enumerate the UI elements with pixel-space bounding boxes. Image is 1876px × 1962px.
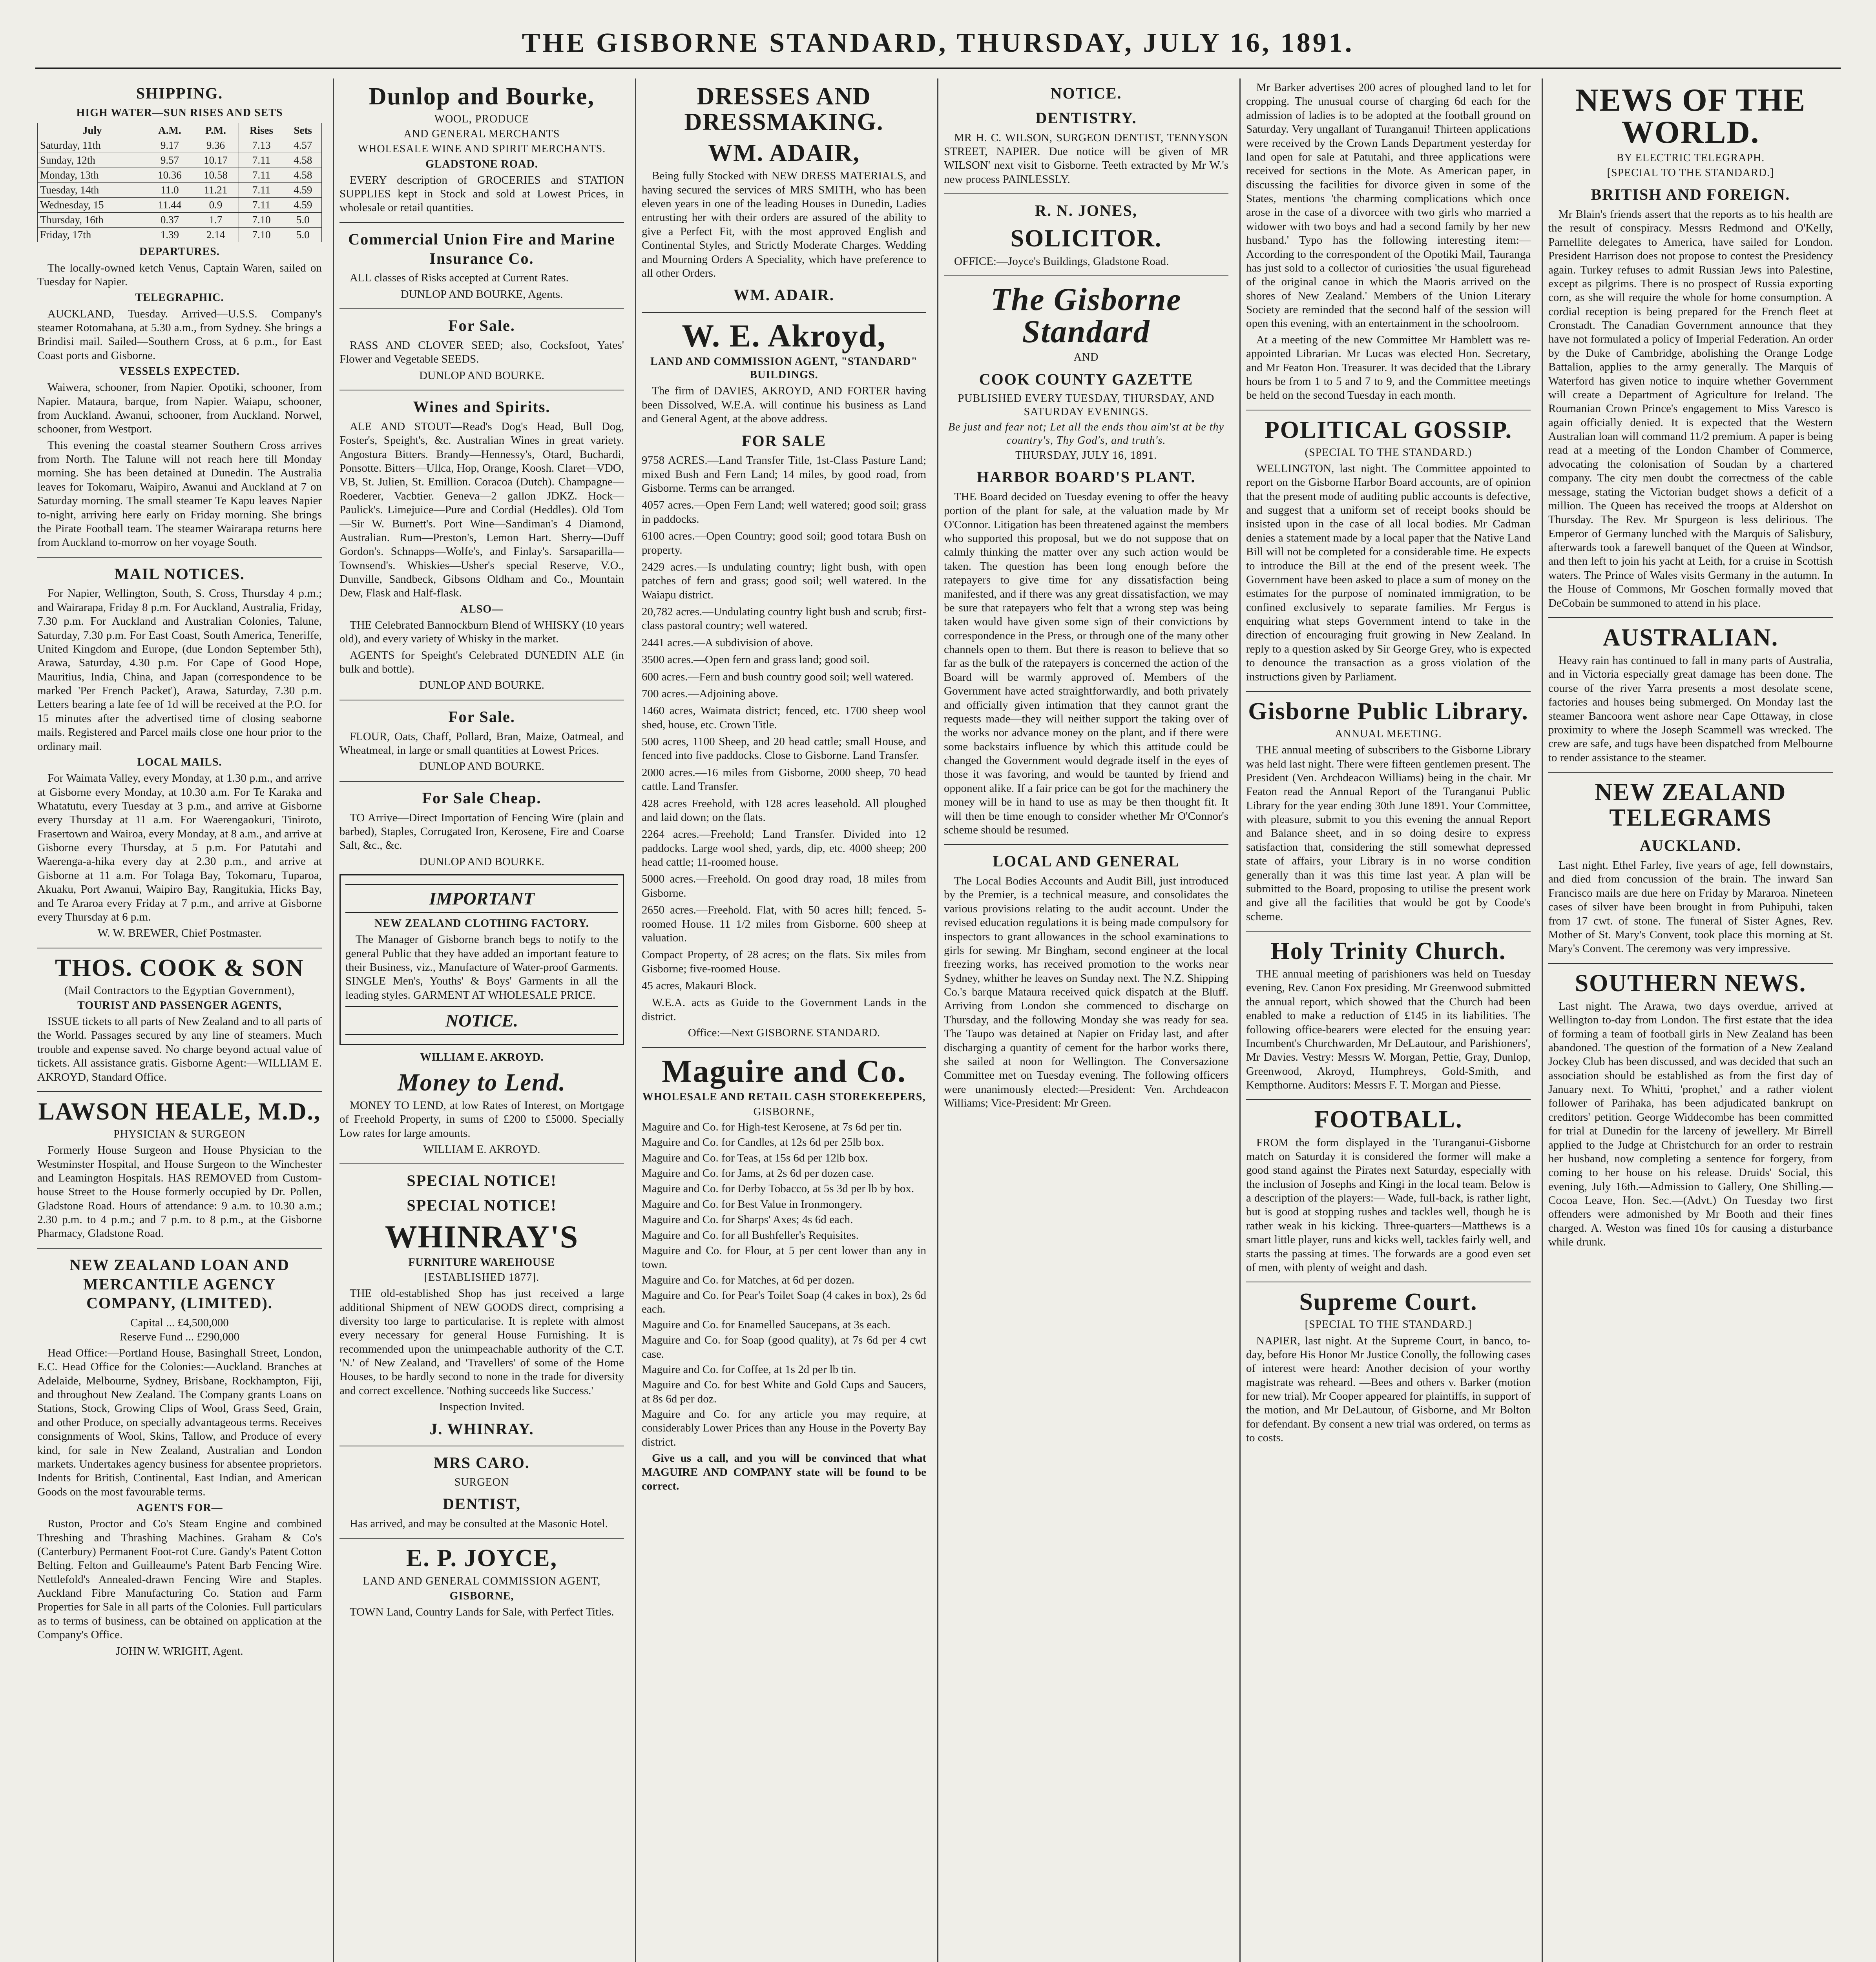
tide-cell: 4.59 — [284, 197, 322, 212]
tide-cell: 4.57 — [284, 138, 322, 153]
maguire-item: Maguire and Co. for Candles, at 12s 6d per 25lb box. — [642, 1136, 884, 1149]
tide-column-header: Sets — [284, 123, 322, 138]
whisky-text: THE Celebrated Bannockburn Blend of WHISKY (10 years old), and every variety of Whisky in the market. — [339, 618, 624, 645]
land-list — [642, 454, 926, 993]
land-item: 700 acres.—Adjoining above. — [642, 687, 778, 700]
trinity-text: THE annual meeting of parishioners was held on Tuesday evening, Rev. Canon Fox presiding. Mr Greenwood submitted the annual report, which showed that the Church had been enabled to make a reduction of £145 in its liabilities. The following office-bearers were elected for the ensuing year: Incumbent's Churchwarden, Mr DeLautour, and Parishioners', Mr Davies. Vestry: Messrs W. Morgan, Pettie, Gray, Dunlop, Greenwood, Akroyd, Humphreys, Gold-Smith, and Kempthorne. Auditors: Messrs F. T. Morgan and Piesse. — [1246, 968, 1531, 1092]
tide-cell: 1.7 — [193, 212, 239, 227]
divider — [37, 557, 322, 558]
divider — [339, 308, 624, 309]
cook-heading: THOS. COOK & SON — [55, 954, 304, 981]
joyce-address: GISBORNE, — [449, 1590, 514, 1602]
maguire-heading: Maguire and Co. — [661, 1053, 907, 1089]
dentistry-heading: DENTISTRY. — [1035, 109, 1137, 127]
column-5 — [1246, 78, 1531, 1962]
masthead: THE GISBORNE STANDARD, THURSDAY, JULY 16, 1891. — [35, 20, 1841, 69]
library-heading: Gisborne Public Library. — [1248, 698, 1529, 725]
maguire-sub: WHOLESALE AND RETAIL CASH STOREKEEPERS, — [642, 1090, 926, 1103]
dunlop-signature: DUNLOP AND BOURKE. — [419, 369, 544, 382]
departures-text: The locally-owned ketch Venus, Captain Waren, sailed on Tuesday for Napier. — [37, 261, 322, 288]
joyce-heading: E. P. JOYCE, — [406, 1545, 558, 1572]
lawson-heading: LAWSON HEALE, M.D., — [38, 1098, 321, 1125]
cook-agents: TOURIST AND PASSENGER AGENTS, — [77, 999, 282, 1012]
caro-text: Has arrived, and may be consulted at the Masonic Hotel. — [350, 1517, 608, 1530]
paper-name: The Gisborne Standard — [991, 281, 1182, 350]
land-item: 45 acres, Makauri Block. — [642, 979, 757, 992]
divider — [1548, 772, 1833, 773]
political-heading: POLITICAL GOSSIP. — [1264, 416, 1513, 443]
nztel-sub: AUCKLAND. — [1639, 837, 1742, 855]
maguire-item: Maguire and Co. for all Bushfeller's Requisites. — [642, 1229, 859, 1242]
australian-text: Heavy rain has continued to fall in many parts of Australia, and in Victoria especially great damage has been done. The course of the river Yarra presents a most desolate scene, factories and houses being submerged. On Monday last the steamer Bancoora went ashore near Cape Ottaway, in close proximity to where the Joseph Scammell was wrecked. The crew are safe, and tugs have been dispatched from Melbourne to render assistance to the steamer. — [1548, 654, 1833, 764]
forsale-text: RASS AND CLOVER SEED; also, Cocksfoot, Yates' Flower and Vegetable SEEDS. — [339, 339, 624, 366]
land-item: 4057 acres.—Open Fern Land; well watered; good soil; grass in paddocks. — [642, 499, 926, 525]
tide-cell: 7.11 — [239, 197, 284, 212]
jones-text: OFFICE:—Joyce's Buildings, Gladstone Road. — [954, 255, 1169, 268]
football-text: FROM the form displayed in the Turanganui-Gisborne match on Saturday it is considered the former will make a good stand against the Pirates next Saturday, especially with the inclusion of Josephs and Kingi in the local team. Below is a description of the players:— Wade, full-back, is rather light, but is good at stopping rushes and tackles well, though he is rather weak in his kicking. Three-quarters—Matthews is a smart little player, runs and kicks well, tackles fairly well, and starts the passing at times. The forwards are a good even set of men, with plenty of weight and dash. — [1246, 1136, 1531, 1274]
harbour-heading: HARBOR BOARD'S PLANT. — [976, 468, 1196, 486]
akroyd-office: Office:—Next GISBORNE STANDARD. — [688, 1027, 880, 1039]
notice-heading: NOTICE. — [1050, 84, 1122, 102]
tide-cell: 7.10 — [239, 227, 284, 242]
southern-text: Last night. The Arawa, two days overdue, arrived at Wellington to-day from London. The first estate that the idea of forming a team of football girls in New Zealand has been abandoned. The question of the formation of a New Zealand Jockey Club has been discussed, and was decided that such an association should be established as from the first day of January next. To Whitti, 'prophet,' and a rather violent follower of Parihaka, has been adjudicated bankrupt on creditors' petition. George Widdecombe has been committed for trial at Dunedin for the larceny of jewellery. Mr Birrell applied to the Judge at Christchurch for an order to restrain her husband, now completing a sentence for forgery, from coming to her house on his release. Druids' Social, this evening, July 16th.—Admission to Gallery, One Shilling.—Cocoa Leave, Hon. Sec.—(Advt.) On Tuesday two first offenders were admonished by Mr Booth and their fines charged. A. Weston was fined 10s for causing a disturbance while drunk. — [1548, 999, 1833, 1249]
tide-table — [37, 123, 322, 243]
commercial-heading: Commercial Union Fire and Marine Insurance Co. — [348, 230, 615, 267]
maguire-item: Maguire and Co. for Jams, at 2s 6d per dozen case. — [642, 1167, 874, 1180]
departures-heading: DEPARTURES. — [139, 246, 220, 258]
vessels-heading: VESSELS EXPECTED. — [119, 365, 240, 378]
paper-date: THURSDAY, JULY 16, 1891. — [1015, 449, 1157, 461]
column-1 — [37, 78, 322, 1962]
divider — [339, 1538, 624, 1539]
special-notice: SPECIAL NOTICE! — [407, 1196, 557, 1214]
dunlop-sub1: WOOL, PRODUCE — [434, 113, 529, 126]
divider — [944, 844, 1228, 845]
tide-cell: 10.36 — [147, 168, 193, 182]
lawson-subheading: PHYSICIAN & SURGEON — [113, 1128, 246, 1140]
important-banner: IMPORTANT — [345, 884, 618, 913]
commercial-text: ALL classes of Risks accepted at Current Rates. — [350, 272, 569, 284]
paper-gazette: COOK COUNTY GAZETTE — [979, 370, 1193, 388]
news-heading: NEWS OF THE WORLD. — [1575, 82, 1806, 150]
column-2 — [339, 78, 624, 1962]
nzloan-heading: NEW ZEALAND LOAN AND MERCANTILE AGENCY COMPANY, (LIMITED). — [69, 1256, 290, 1312]
forsale-heading: For Sale. — [448, 317, 515, 335]
money-heading: Money to Lend. — [397, 1069, 566, 1096]
maguire-foot: Give us a call, and you will be convinced that what MAGUIRE AND COMPANY state will be found to be correct. — [642, 1452, 926, 1492]
whinray-sub: FURNITURE WAREHOUSE — [408, 1256, 555, 1269]
southern-heading: SOUTHERN NEWS. — [1575, 970, 1807, 997]
tide-cell: 2.14 — [193, 227, 239, 242]
inspection-line: Inspection Invited. — [439, 1400, 525, 1413]
dunlop-signature: DUNLOP AND BOURKE. — [419, 855, 544, 868]
australian-heading: AUSTRALIAN. — [1602, 624, 1779, 651]
maguire-item: Maguire and Co. for Enamelled Saucepans, at 3s each. — [642, 1318, 891, 1331]
joyce-sub: LAND AND GENERAL COMMISSION AGENT, — [363, 1575, 601, 1587]
land-item: 6100 acres.—Open Country; good soil; good totara Bush on property. — [642, 530, 926, 556]
tide-cell: 11.21 — [193, 182, 239, 197]
adair-heading: DRESSES AND DRESSMAKING. — [684, 83, 884, 136]
maguire-item: Maguire and Co. for Pear's Toilet Soap (4 cakes in box), 2s 6d each. — [642, 1289, 926, 1316]
library-text: THE annual meeting of subscribers to the Gisborne Library was held last night. There were fifteen gentlemen present. The President (Ven. Archdeacon Williams) being in the chair. Mr Featon read the Annual Report of the Turanganui Public Library for the year ending 30th June 1891. Your Committee, with pleasure, submit to you this evening the annual Report and Balance sheet, and in so doing desire to express satisfaction that, considering the still somewhat depressed state of affairs, your Library is in no worse condition generally than it was this time last year. A plan will be submitted to the Board, proposing to utilise the present work and give all the facilities that would be got by Coode's scheme. — [1246, 744, 1531, 923]
tide-cell: 5.0 — [284, 227, 322, 242]
adair-signature: WM. ADAIR. — [734, 286, 834, 304]
divider — [37, 1248, 322, 1249]
divider — [642, 1047, 926, 1048]
column-6 — [1548, 78, 1833, 1962]
supreme-sub: [SPECIAL TO THE STANDARD.] — [1305, 1318, 1472, 1331]
paper-and: AND — [1073, 351, 1099, 364]
tide-cell: 1.39 — [147, 227, 193, 242]
library-sub: ANNUAL MEETING. — [1335, 728, 1442, 740]
land-item: Compact Property, of 28 acres; on the flats. Six miles from Gisborne; five-roomed House. — [642, 948, 926, 975]
committee-text: At a meeting of the new Committee Mr Hamblett was re-appointed Librarian. Mr Lucas was elected Hon. Secretary, and Mr Featon Hon. Treasurer. It was decided that the Library hours be from 1 to 5 and 7 to 9, and the Committee meetings be held on the second Tuesday in each month. — [1246, 333, 1531, 402]
tide-cell: 7.11 — [239, 168, 284, 182]
telegraphic-heading: TELEGRAPHIC. — [135, 292, 224, 304]
local-heading: LOCAL AND GENERAL — [993, 852, 1180, 870]
land-item: 3500 acres.—Open fern and grass land; good soil. — [642, 653, 870, 666]
tide-cell: 9.36 — [193, 138, 239, 153]
tide-cell: 4.59 — [284, 182, 322, 197]
maguire-item: Maguire and Co. for best White and Gold Cups and Saucers, at 8s 6d per doz. — [642, 1379, 926, 1405]
dunlop-text: EVERY description of GROCERIES and STATION SUPPLIES kept in Stock and sold at Lowest Prices, in wholesale or retail quantities. — [339, 173, 624, 214]
divider — [1246, 1099, 1531, 1100]
tide-cell: 4.58 — [284, 168, 322, 182]
maguire-item: Maguire and Co. for Matches, at 6d per dozen. — [642, 1273, 854, 1286]
dunlop-sub2: AND GENERAL MERCHANTS — [403, 128, 560, 140]
whinray-established: [ESTABLISHED 1877]. — [424, 1271, 540, 1284]
british-heading: BRITISH AND FOREIGN. — [1591, 186, 1790, 204]
dunlop-signature: DUNLOP AND BOURKE. — [419, 679, 544, 692]
maguire-list — [642, 1120, 926, 1449]
joyce-text: TOWN Land, Country Lands for Sale, with Perfect Titles. — [350, 1605, 614, 1618]
tide-cell: 0.9 — [193, 197, 239, 212]
supreme-heading: Supreme Court. — [1299, 1289, 1478, 1316]
agents-text: Ruston, Proctor and Co's Steam Engine and combined Threshing and Thrashing Machines. Graham & Co's (Canterbury) Permanent Foot-rot Cure. Gandy's Patent Cotton Belting. Felton and Guilleaume's Patent Barb Fencing Wire. Nettlefold's Annealed-drawn Fencing Wire and Staples. Auckland Fibre Manufacturing Co. Station and Farm Properties for Sale in all parts of the Colonies. Full particulars as to terms of business, can be obtained on application at the Company's Office. — [37, 1517, 322, 1641]
factory-text: The Manager of Gisborne branch begs to notify to the general Public that they have added an important feature to their Business, viz., Manufacture of Water-proof Garments. SINGLE Men's, Youths' & Boys' Garments in all the leading styles. GARMENT AT WHOLESALE PRICE. — [345, 933, 618, 1001]
maguire-item: Maguire and Co. for Best Value in Ironmongery. — [642, 1198, 863, 1211]
akroyd-foot: W.E.A. acts as Guide to the Government Lands in the district. — [642, 996, 926, 1023]
tide-row — [38, 138, 322, 153]
telegraphic-text: AUCKLAND, Tuesday. Arrived—U.S.S. Company's steamer Rotomahana, at 5.30 a.m., from Sydney. She brings a Brindisi mail. Sailed—Southern Cross, at 6 p.m., for East Coast ports and Gisborne. — [37, 307, 322, 362]
vessels-text: Waiwera, schooner, from Napier. Opotiki, schooner, from Napier. Mataura, barque, from Napier. Waiapu, schooner, from Auckland. Awanui, schooner, from Auckland. Norwel, schooner, from Westport. — [37, 381, 322, 436]
local-mails-text: For Waimata Valley, every Monday, at 1.30 p.m., and arrive at Gisborne every Monday, at 10.30 a.m. For Te Karaka and Whatatutu, every Tuesday at 3 p.m., and arrive at Gisborne every Thursday at 11 a.m. For Waerengaokuri, Tiniroto, Frasertown and Wairoa, every Monday, at 8 a.m., and arrive at Gisborne every Thursday, at 5 p.m. For Patutahi and Waerenga-a-hika every day at 2.30 p.m., and arrive at Gisborne at 11 a.m. For Tolaga Bay, Tokomaru, Tuparoa, Akuaku, Port Awanui, Waipiro Bay, Rangitukia, Hicks Bay, and Te Araroa every Friday at 7 p.m., and arrive at Gisborne every Thursday at 6 p.m. — [37, 772, 322, 923]
football-heading: FOOTBALL. — [1314, 1106, 1463, 1133]
forsale-heading: FOR SALE — [742, 432, 826, 450]
factory-advertisement — [339, 874, 624, 1045]
tide-cell: 7.10 — [239, 212, 284, 227]
tide-row — [38, 182, 322, 197]
lawson-text: Formerly House Surgeon and House Physician to the Westminster Hospital, and House Surgeon to the Winchester and Leamington Hospitals. HAS REMOVED from Custom-house Street to the House formerly occupied by Dr. Pollen, Gladstone Road. Hours of attendance: 9 a.m. to 10.30 a.m.; 2.30 p.m. to 4 p.m.; and 7 p.m. to 8 p.m., at the Gisborne Pharmacy, Gladstone Road. — [37, 1144, 322, 1240]
divider — [1246, 931, 1531, 932]
tide-column-header: Rises — [239, 123, 284, 138]
tide-row — [38, 153, 322, 168]
maguire-item: Maguire and Co. for Sharps' Axes; 4s 6d each. — [642, 1213, 853, 1226]
political-sub: (SPECIAL TO THE STANDARD.) — [1305, 446, 1472, 459]
money-text: MONEY TO LEND, at low Rates of Interest, on Mortgage of Freehold Property, in sums of £200 to £5000. Specially Low rates for large amounts. — [339, 1099, 624, 1140]
land-item: 9758 ACRES.—Land Transfer Title, 1st-Class Pasture Land; mixed Bush and Fern Land; 14 miles, by good road, from Gisborne. Terms can be arranged. — [642, 454, 926, 495]
shipping-heading: SHIPPING. — [136, 84, 223, 102]
tide-cell: 5.0 — [284, 212, 322, 227]
tide-cell: Sunday, 12th — [38, 153, 147, 168]
caro-sub: SURGEON — [454, 1476, 509, 1489]
tide-column-header: P.M. — [193, 123, 239, 138]
tide-table-body — [38, 138, 322, 242]
tide-cell: 7.11 — [239, 153, 284, 168]
cheap-heading: For Sale Cheap. — [422, 789, 542, 807]
divider — [1548, 963, 1833, 964]
tide-cell: 0.37 — [147, 212, 193, 227]
forsale2-heading: For Sale. — [448, 707, 515, 726]
reserve-line: Reserve Fund ... £290,000 — [119, 1330, 240, 1343]
mail-text: For Napier, Wellington, South, S. Cross, Thursday 4 p.m.; and Wairarapa, Friday 8 p.m. For Auckland, Australia, Friday, 7.30 p.m. For Auckland and Australian Colonies, Talune, Saturday, 7.30 p.m. For East Coast, South America, Teneriffe, United Kingdom and Europe, (due London September 5th), Arawa, Saturday, 4.30 p.m. For Cape of Good Hope, Mauritius, India, China, and Japan (correspondence to be marked 'Per French Packet'), Arawa, Saturday, 7.30 p.m. Letters bearing a late fee of 1d will be received at the P.O. for 15 minutes after the advertised time of closing seaborne mails. Registered and Parcel mails close one hour prior to the ordinary mail. — [37, 587, 322, 753]
local-mails-heading: LOCAL MAILS. — [137, 756, 222, 768]
tide-cell: Thursday, 16th — [38, 212, 147, 227]
maguire-address: GISBORNE, — [753, 1105, 815, 1118]
maguire-item: Maguire and Co. for any article you may require, at considerably Lower Prices than any House in the Poverty Bay district. — [642, 1408, 926, 1448]
land-item: 428 acres Freehold, with 128 acres leasehold. All ploughed and laid down; on the flats. — [642, 797, 926, 824]
tide-cell: 10.58 — [193, 168, 239, 182]
tide-row — [38, 168, 322, 182]
divider — [642, 312, 926, 313]
land-item: 2264 acres.—Freehold; Land Transfer. Divided into 12 paddocks. Large wool shed, yards, dip, etc. 4000 sheep; 200 head cattle; 11-roomed house. — [642, 828, 926, 869]
maguire-item: Maguire and Co. for High-test Kerosene, at 7s 6d per tin. — [642, 1120, 902, 1133]
column-rule — [635, 78, 636, 1962]
paper-published: PUBLISHED EVERY TUESDAY, THURSDAY, AND SATURDAY EVENINGS. — [958, 392, 1215, 418]
maguire-item: Maguire and Co. for Coffee, at 1s 2d per lb tin. — [642, 1363, 856, 1376]
divider — [339, 222, 624, 223]
divider — [1548, 617, 1833, 618]
manager-signature: JOHN W. WRIGHT, Agent. — [116, 1645, 243, 1657]
land-item: 600 acres.—Fern and bush country good soil; well watered. — [642, 670, 914, 683]
british-text: Mr Blain's friends assert that the reports as to his health are the result of conspiracy. Messrs Redmond and O'Kelly, Parnellite delegates to America, have sailed for London. President Harrison does not propose to contest the Presidency again. Turkey refuses to admit Russian Jews into Palestine, except as pilgrims. There is no prospect of Russia exporting corn, as she will require the whole for home consumption. A cordial reception is being prepared for the French fleet at Cronstadt. The Canadian Government announce that they have not formulated a policy of Imperial Federation. An order by the Duke of Cambridge, abolishing the Orange Lodge Battalion, applies to the army generally. The Marquis of Waterford has given notice to inquire whether Government will create a Department of Agriculture for Ireland. The Roumanian Crown Prince's engagement to Miss Varesco is again officially denied. It is expected that the Western Australian loan will command 11/2 premium. A paper is being read at a meeting of the London Chamber of Commerce, advocating the colonisation of Soudan by a chartered company. The city men doubt the correctness of the cable message, stating the Victorian budget shows a deficit of a million. The Queen has received the troops at Aldershot on Thursday. The Rev. Mr Spurgeon is less delirious. The Emperor of Germany lunched with the Marquis of Salisbury, afterwards took a farewell banquet of the Queen at Windsor, and then left to join his yacht at Leith, for a cruise in Scottish waters. The Prince of Wales visits Germany in the autumn. In the House of Commons, Mr Goschen formally moved that DeCobain be summoned to attend in his place. — [1548, 208, 1833, 609]
akroyd-text: The firm of DAVIES, AKROYD, AND FORTER having been Dissolved, W.E.A. will continue his business as Land and General Agent, at the above address. — [642, 385, 926, 425]
whinray-heading: WHINRAY'S — [385, 1218, 579, 1255]
dunlop-signature: DUNLOP AND BOURKE, Agents. — [400, 288, 563, 301]
cheap-text: TO Arrive—Direct Importation of Fencing Wire (plain and barbed), Staples, Corrugated Iron, Kerosene, Fire and Coarse Salt, &c., &c. — [339, 811, 624, 852]
tide-column-header: A.M. — [147, 123, 193, 138]
paper-motto: Be just and fear not; Let all the ends thou aim'st at be thy country's, Thy God's, and truth's. — [948, 421, 1224, 447]
akroyd-sub: LAND AND COMMISSION AGENT, "STANDARD" BUILDINGS. — [650, 356, 918, 381]
tide-cell: 11.44 — [147, 197, 193, 212]
column-rule — [1239, 78, 1241, 1962]
tide-cell: Saturday, 11th — [38, 138, 147, 153]
column-3 — [642, 78, 926, 1962]
local-text: The Local Bodies Accounts and Audit Bill, just introduced by the Premier, is a technical measure, and consolidates the various provisions relating to the audit account. Under the revised education regulations it is being made compulsory for inspectors to grant allowances in the school examinations to girls for sewing. Mr Bingham, second engineer at the local freezing works, has received promotion to the works near Sydney, whither he leaves on Sunday next. The N.Z. Shipping Co.'s barque Mataura received quick dispatch at the Bluff. Arriving from London she commenced to discharge on Thursday, and the following Monday she was ready for sea. The Taupo was detained at Napier on Friday last, and after discharging a quantity of cement for the harbor works there, she sailed at noon for Wellington. The Conversazione Committee met on Tuesday evening. The following officers were unanimously elected:—President: Ven. Archdeacon Williams; Vice-President: Mr Green. — [944, 875, 1228, 1110]
column-rule — [1542, 78, 1543, 1962]
dunlop-sub3: WHOLESALE WINE AND SPIRIT MERCHANTS. — [358, 143, 606, 155]
land-item: 2429 acres.—Is undulating country; light bush, with open patches of fern and grass; good soil; well watered. In the Waiapu district. — [642, 560, 926, 601]
divider — [37, 1091, 322, 1092]
land-item: 1460 acres, Waimata district; fenced, etc. 1700 sheep wool shed, house, etc. Crown Title. — [642, 704, 926, 731]
maguire-item: Maguire and Co. for Soap (good quality), at 7s 6d per 4 cwt case. — [642, 1334, 926, 1360]
harbour-text: THE Board decided on Tuesday evening to offer the heavy portion of the plant for sale, at the valuation made by Mr O'Connor. Litigation has been threatened against the members who supported this proposal, but we do not suppose that on calmly thinking the matter over any such action would be taken. The question has been long enough before the ratepayers to give time for any dissatisfaction being manifested, and if there was any great dissatisfaction, we may be sure that ratepayers who felt that a wrong step was being taken would have given some sign of their convictions by correspondence in the Press, or through one of the many other channels open to them. But there is reason to believe that so far as the bulk of the ratepayers is concerned the action of the Board will be warmly approved of. Members of the Government have acted straightforwardly, and both privately and officially given intimation that they cannot grant the requests made—they will neither support the taking over of the works nor advance money on the plant, and if there were some backstairs influence by which this attitude could be changed the Government would degrade itself in the eyes of those it was favoring, and would be taunted by friend and opponent alike. If a fair price can be got for the machinery the money will be in hand to use as may be then thought fit. It will then be time enough to consider whether Mr O'Connor's scheme should be resumed. — [944, 490, 1228, 836]
cook-text: ISSUE tickets to all parts of New Zealand and to all parts of the World. Passages secured by any line of steamers. Much trouble and expense saved. No charge beyond actual value of tickets. All assistance gratis. Gisborne Agent:—WILLIAM E. AKROYD, Standard Office. — [37, 1015, 322, 1083]
akroyd-heading: W. E. Akroyd, — [682, 318, 886, 354]
adair-name: WM. ADAIR, — [708, 140, 860, 167]
maguire-item: Maguire and Co. for Derby Tobacco, at 5s 3d per lb by box. — [642, 1182, 914, 1195]
notice-banner: NOTICE. — [345, 1006, 618, 1035]
forsale2-text: FLOUR, Oats, Chaff, Pollard, Bran, Maize, Oatmeal, and Wheatmeal, in large or small quantities at Lowest Prices. — [339, 730, 624, 757]
land-item: 2650 acres.—Freehold. Flat, with 50 acres hill; fenced. 5-roomed House. 11 1/2 miles from Gisborne. 600 sheep at valuation. — [642, 904, 926, 944]
tide-heading: HIGH WATER—SUN RISES AND SETS — [76, 106, 283, 119]
land-item: 2441 acres.—A subdivision of above. — [642, 636, 813, 649]
tide-cell: 11.0 — [147, 182, 193, 197]
special-notice: SPECIAL NOTICE! — [407, 1172, 557, 1190]
caro-heading: MRS CARO. — [434, 1454, 530, 1472]
divider — [1246, 691, 1531, 692]
land-item: 20,782 acres.—Undulating country light bush and scrub; first-class pastoral country; well watered. — [642, 605, 926, 632]
whinray-signature: J. WHINRAY. — [429, 1420, 534, 1438]
tide-row — [38, 227, 322, 242]
tide-cell: 7.11 — [239, 182, 284, 197]
jones-heading: R. N. JONES, — [1035, 202, 1137, 220]
divider — [944, 275, 1228, 276]
adair-text: Being fully Stocked with NEW DRESS MATERIALS, and having secured the services of MRS SMITH, who has been eleven years in one of the leading Houses in Dunedin, Ladies entrusting her with their orders are assured of the ability to give a Perfect Fit, with the most approved English and Continental Styles, and Strictly Moderate Charges. Wedding and Mourning Orders A Speciality, which have preference to all other Orders. — [642, 170, 926, 279]
intro-text: Mr Barker advertises 200 acres of ploughed land to let for cropping. The unusual course of charging 6d each for the admission of ladies is to be adopted at the football ground on Saturday. Very ungallant of Turanganui! Thirteen applications were received by the Crown Lands Department yesterday for land open for sale at Patutahi, and three applications were received for sections in the Mote. As American paper, in discussing the facilities for divorce given in some of the States, mentions 'the charming complications which once arose in the case of a divorcee with two girls who married a widower with two boys and had a second family by her new husband.' Typo has the following interesting item:—According to the correspondent of the Opotiki Mail, Tauranga has just sold to a collector of curiosities 'the usual figurehead of the original canoe in which the Maoris arrived on the shores of New Zealand.' Members of the Union Literary Society are reminded that the second half of the session will open this evening, with an entertainment in the schoolroom. — [1246, 81, 1531, 330]
jones-sub: SOLICITOR. — [1010, 225, 1162, 252]
tide-column-header: July — [38, 123, 147, 138]
coastal-text: This evening the coastal steamer Southern Cross arrives from North. The Talune will not reach here till Monday morning. She has been detained at Dunedin. The Australia leaves for Tokomaru, Waipiro, Awanui and Auckland at 7 on Saturday morning. The small steamer Te Kapu leaves Napier to-night, arriving here early on Friday morning. She brings the Pirate Football team. The steamer Wairarapa returns here from Auckland to-morrow on her voyage South. — [37, 439, 322, 549]
land-item: 500 acres, 1100 Sheep, and 20 head cattle; small House, and fenced into five paddocks. Close to Gisborne. Land Transfer. — [642, 735, 926, 762]
also-label: ALSO— — [460, 603, 504, 615]
tide-cell: 4.58 — [284, 153, 322, 168]
speight-text: AGENTS for Speight's Celebrated DUNEDIN ALE (in bulk and bottle). — [339, 649, 624, 676]
factory-name: NEW ZEALAND CLOTHING FACTORY. — [374, 917, 589, 930]
column-rule — [333, 78, 334, 1962]
nztel-text: Last night. Ethel Farley, five years of age, fell downstairs, and died from concussion of the brain. The inward San Francisco mails are due here on Friday by Mararoa. Nineteen cases of silver have been brought in from Puhipuhi, taken from 17 cwt. of stone. The funeral of Sister Agnes, Rev. Mother of St. Mary's Convent, took place this morning at St. Mary's Convent. The ceremony was very impressive. — [1548, 859, 1833, 955]
news-special: [SPECIAL TO THE STANDARD.] — [1607, 167, 1774, 179]
tide-cell: 9.17 — [147, 138, 193, 153]
wines-heading: Wines and Spirits. — [413, 398, 551, 416]
tide-cell: Friday, 17th — [38, 227, 147, 242]
land-item: 5000 acres.—Freehold. On good dray road, 18 miles from Gisborne. — [642, 873, 926, 899]
tide-header-row — [38, 123, 322, 138]
dunlop-address: GLADSTONE ROAD. — [425, 158, 538, 170]
whinray-text: THE old-established Shop has just received a large additional Shipment of NEW GOODS direct, comprising a diversity too large to particularise. It is replete with almost every necessary for general House Furnishing. It is recommended upon the unimpeachable authority of the C.T. 'N.' of New Zealand, and 'Travellers' of some of the Home Houses, to be hardly second to none in the trade for diversity and correct excellence. 'Nothing succeeds like Success.' — [339, 1287, 624, 1397]
tide-cell: 10.17 — [193, 153, 239, 168]
column-4 — [944, 78, 1228, 1962]
maguire-item: Maguire and Co. for Flour, at 5 per cent lower than any in town. — [642, 1244, 926, 1271]
column-rule — [937, 78, 938, 1962]
postmaster-signature: W. W. BREWER, Chief Postmaster. — [97, 927, 262, 940]
caro-sub2: DENTIST, — [443, 1495, 521, 1513]
tide-row — [38, 197, 322, 212]
tide-cell: Monday, 13th — [38, 168, 147, 182]
tide-cell: Tuesday, 14th — [38, 182, 147, 197]
tide-row — [38, 212, 322, 227]
divider — [944, 193, 1228, 194]
divider — [339, 781, 624, 782]
news-sub: BY ELECTRIC TELEGRAPH. — [1616, 152, 1765, 164]
land-item: 2000 acres.—16 miles from Gisborne, 2000 sheep, 70 head cattle. Land Transfer. — [642, 766, 926, 793]
akroyd-name: WILLIAM E. AKROYD. — [420, 1051, 544, 1064]
wines-text: ALE AND STOUT—Read's Dog's Head, Bull Dog, Foster's, Speight's, &c. Australian Wines in great variety. Angostura Bitters. Brandy—Hennessy's, Otard, Buchardi, Ponsotte. Bitters—Ullca, Hop, Orange, Koosh. Claret—VDO, VB, St. Julien, St. Emillion. Coracoa (Dutch). Champagne—Roederer, Vacbtier. Geneva—2 gallon JDKZ. Hock—Paulick's. Limejuice—Pure and Cordial (Heddles). Old Tom—Sir W. Burnett's. Port Wine—Sandiman's 4 Diamond, Australian. Rum—Preston's, Lemon Hart. Sherry—Duff Gordon's. Schnapps—Wolfe's, and Finlay's. Sarsaparilla—Townsend's. Whiskies—Usher's special Reserve, V.O., Dunville, Sandbeck, Gibsons Oldham and Co., Mountain Dew, Flask and Half-flask. — [339, 420, 624, 600]
trinity-heading: Holy Trinity Church. — [1270, 938, 1506, 965]
dunlop-heading: Dunlop and Bourke, — [369, 83, 595, 110]
maguire-item: Maguire and Co. for Teas, at 15s 6d per 12lb box. — [642, 1151, 868, 1164]
tide-cell: Wednesday, 15 — [38, 197, 147, 212]
tide-cell: 7.13 — [239, 138, 284, 153]
mail-heading: MAIL NOTICES. — [114, 565, 245, 583]
cook-subheading: (Mail Contractors to the Egyptian Government), — [64, 984, 295, 997]
nztel-heading: NEW ZEALAND TELEGRAMS — [1595, 779, 1787, 831]
tide-cell: 9.57 — [147, 153, 193, 168]
akroyd-signature: WILLIAM E. AKROYD. — [423, 1143, 540, 1156]
agents-heading: AGENTS FOR— — [136, 1502, 223, 1514]
dunlop-signature: DUNLOP AND BOURKE. — [419, 760, 544, 773]
nzloan-text: Head Office:—Portland House, Basinghall Street, London, E.C. Head Office for the Colonies:—Auckland. Branches at Adelaide, Melbourne, Sydney, Brisbane, Rockhampton, Fiji, and throughout New Zealand. The Company grants Loans on Stations, Stock, Growing Clips of Wool, Grass Seed, Grain, and other Produce, on specially advantageous terms. Receives consignments of Wool, Skins, Tallow, and Produce of every kind, for sale in New Zealand, Australian and London markets. Undertakes agency business for absentee proprietors. Indents for British, Continental, East Indian, and American Goods on the most favourable terms. — [37, 1346, 322, 1498]
capital-line: Capital ... £4,500,000 — [130, 1317, 229, 1329]
supreme-text: NAPIER, last night. At the Supreme Court, in banco, to-day, before His Honor Mr Justice Conolly, the following cases of interest were heard: Another decision of your worthy magistrate was reheard. —Bees and others v. Barker (motion for new trial). Mr Cooper appeared for plaintiffs, in support of the motion, and Mr DeLautour, of Gisborne, and Mr Bolton for defendant. By consent a new trial was ordered, on terms as to costs. — [1246, 1334, 1531, 1444]
wilson-text: MR H. C. WILSON, SURGEON DENTIST, TENNYSON STREET, NAPIER. Due notice will be given of MR WILSON' next visit to Gisborne. Teeth extracted by Mr W.'s new process PAINLESSLY. — [944, 131, 1228, 186]
political-text: WELLINGTON, last night. The Committee appointed to report on the Gisborne Harbor Board accounts, are of opinion that the present mode of auditing public accounts is defective, and suggest that a uniform set of receipt books should be insisted upon in the case of all local bodies. Mr Cadman denies a statement made by a local paper that the Native Land Bill will not be completed for a considerable time. He expects to introduce the Bill at the end of the present week. The Government have been asked to place a sum of money on the estimates for the purpose of nominated immigration, to be confined exclusively to separate families. Mr Fergus is enquiring what steps Government intend to take in the direction of encouraging fruit growing in New Zealand. In reply to a question asked by Sir George Grey, who is expected to denounce the transaction as a gross violation of the instructions given by Parliament. — [1246, 462, 1531, 683]
divider — [339, 1163, 624, 1164]
